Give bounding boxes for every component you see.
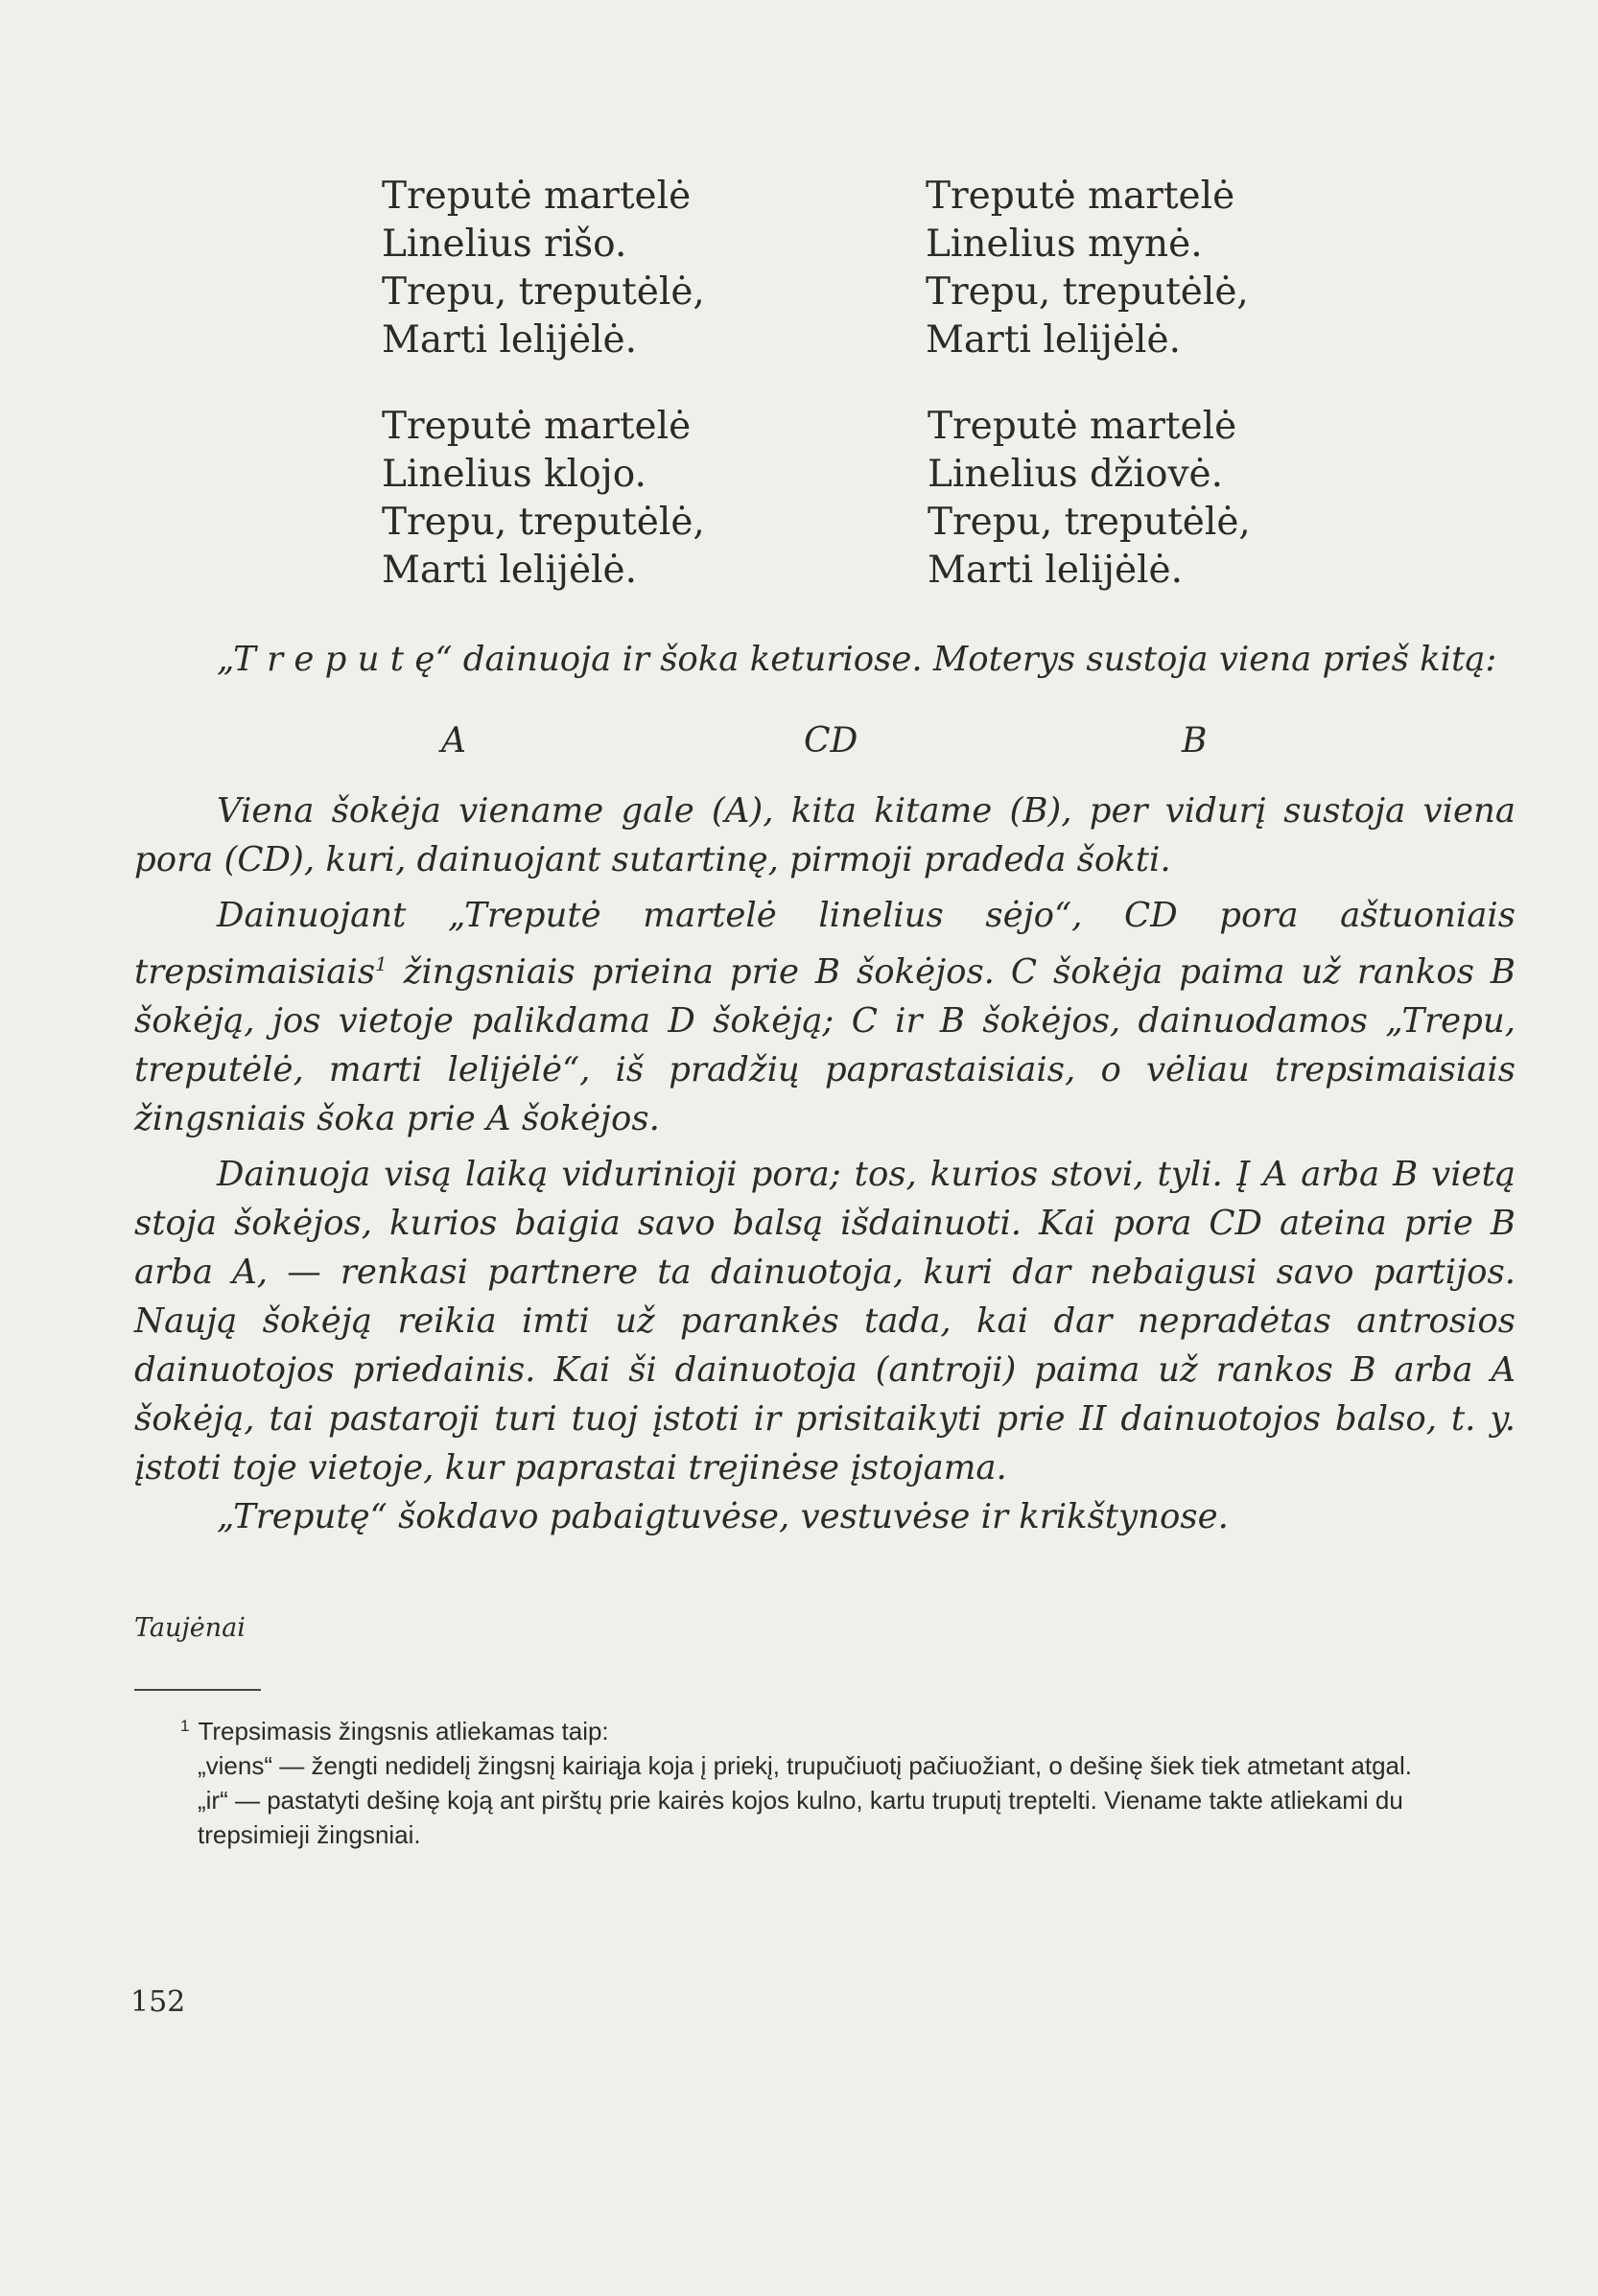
- verse-3: [382, 403, 705, 595]
- position-b: B: [1182, 721, 1208, 761]
- intro-text: [134, 635, 1516, 684]
- paragraph: Dainuoja visą laiką vidurinioji pora; tos, kurios stovi, tyli. Į A arba B vietą stoja šokėjos, kurios baigia savo balsą išdainuoti. Kai pora CD ateina prie B arba A, — renkasi partnere ta dainuotoja, kuri dar nebaigusi savo partijos. Naują šokėją reikia imti už parankės tada, kai dar nepradėtas antrosios dainuotojos priedainis. Kai ši dainuotoja (antroji) paima už rankos B arba A šokėją, tai pastaroji turi tuoj įstoti ir prisitaikyti prie II dainuotojos balso, t. y. įstoti toje vietoje, kur paprastai trejinėse įstojama.: [134, 1154, 1516, 1488]
- verse-line: Treputė martelė: [382, 175, 692, 218]
- paragraph: „Treputę“ šokdavo pabaigtuvėse, vestuvėse ir krikštynose.: [217, 1496, 1229, 1536]
- intro-paragraph: [134, 635, 1516, 684]
- footnote-text: Trepsimasis žingsnis atliekamas taip:: [198, 1717, 609, 1745]
- position-cd: CD: [804, 721, 858, 761]
- verse-line: Trepu, treputėlė,: [926, 270, 1249, 314]
- footnotes: [180, 1709, 1512, 1852]
- dance-title: „T r e p u t ę“: [217, 640, 453, 679]
- intro-body: dainuoja ir šoka keturiose. Moterys sustoja viena prieš kitą:: [452, 640, 1497, 679]
- footnote: „ir“ — pastatyti dešinę koją ant pirštų prie kairės kojos kulno, kartu truputį treptelti. Viename takte atliekami du trepsimieji žingsniai.: [198, 1786, 1403, 1849]
- verse-line: Treputė martelė: [928, 405, 1237, 448]
- verse-line: Linelius mynė.: [926, 223, 1203, 266]
- paragraph: Viena šokėja viename gale (A), kita kitame (B), per vidurį sustoja viena pora (CD), kuri, dainuojant sutartinę, pirmoji pradeda šokti.: [134, 791, 1516, 879]
- footnote-marker: 1: [180, 1717, 190, 1735]
- footnote: [180, 1709, 1512, 1748]
- paragraph: [134, 891, 1516, 1143]
- verse-2: [926, 173, 1249, 364]
- verse-4: [928, 403, 1251, 595]
- footnote: „viens“ — žengti nedidelį žingsnį kairiąja koja į priekį, trupučiuotį pačiuožiant, o dešinę šiek tiek atmetant atgal.: [198, 1751, 1412, 1780]
- paragraph-part: žingsniais prieina prie B šokėjos. C šokėja paima už rankos B šokėją, jos vietoje palikdama D šokėją; C ir B šokėjos, dainuodamos „Trepu, treputėlė, marti lelijėlė“, iš pradžių paprastaisiais, o vėliau trepsimaisiais žingsniais šoka prie A šokėjos.: [134, 951, 1516, 1138]
- verse-line: Marti lelijėlė.: [382, 549, 637, 592]
- position-a: A: [441, 721, 466, 761]
- footnote-divider: [134, 1689, 261, 1691]
- verse-line: Treputė martelė: [926, 175, 1235, 218]
- place-name: Taujėnai: [134, 1613, 246, 1643]
- verse-1: [382, 173, 705, 364]
- verse-line: Linelius klojo.: [382, 453, 646, 496]
- verse-line: Treputė martelė: [382, 405, 692, 448]
- verse-line: Marti lelijėlė.: [382, 318, 637, 362]
- verse-line: Marti lelijėlė.: [926, 318, 1181, 362]
- paragraph-part: Dainuojant „Treputė martelė linelius sėjo“, CD pora aštuoniais trepsimaisiais: [134, 896, 1516, 992]
- verse-line: Linelius rišo.: [382, 223, 627, 266]
- verse-line: Trepu, treputėlė,: [928, 501, 1251, 544]
- verse-line: Trepu, treputėlė,: [382, 270, 705, 314]
- description-text: [134, 786, 1516, 1541]
- footnote-ref: 1: [375, 952, 388, 975]
- page-number: 152: [130, 1985, 186, 2019]
- verse-line: Marti lelijėlė.: [928, 549, 1183, 592]
- verse-line: Linelius džiovė.: [928, 453, 1224, 496]
- verse-line: Trepu, treputėlė,: [382, 501, 705, 544]
